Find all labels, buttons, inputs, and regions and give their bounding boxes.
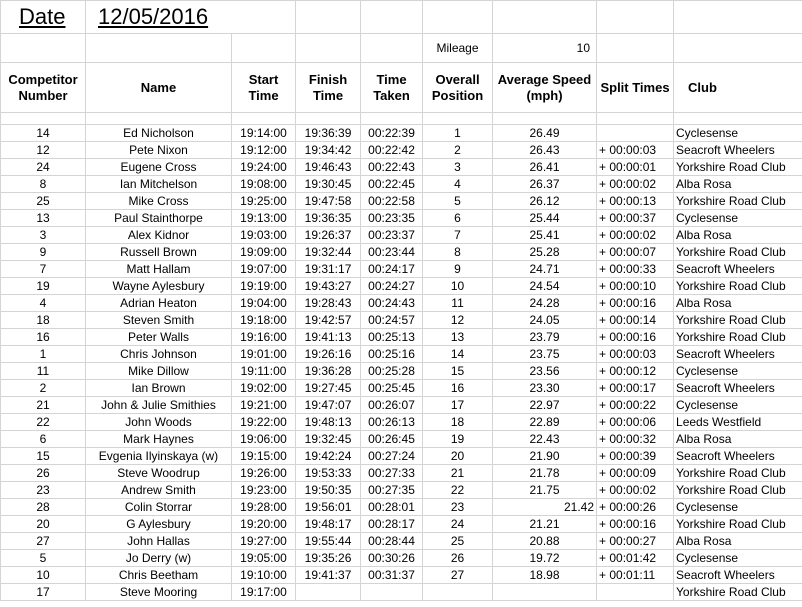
position-cell[interactable]: 9 [423, 261, 493, 278]
split-time-cell[interactable]: + 00:00:06 [597, 414, 674, 431]
finish-time-cell[interactable]: 19:43:27 [296, 278, 361, 295]
start-time-cell[interactable]: 19:14:00 [232, 125, 296, 142]
time-taken-cell[interactable]: 00:31:37 [361, 567, 423, 584]
table-row [1, 244, 802, 261]
average-speed-cell[interactable]: 21.42 [493, 499, 597, 516]
name-cell[interactable]: Colin Storrar [86, 499, 232, 516]
time-taken-cell[interactable]: 00:25:13 [361, 329, 423, 346]
position-cell[interactable]: 20 [423, 448, 493, 465]
table-row [1, 125, 802, 142]
table-row [1, 346, 802, 363]
split-time-cell[interactable]: + 00:00:39 [597, 448, 674, 465]
spacer-row [1, 113, 802, 125]
header-start-time[interactable]: Start Time [232, 63, 296, 113]
start-time-cell[interactable]: 19:09:00 [232, 244, 296, 261]
name-cell[interactable]: Steve Woodrup [86, 465, 232, 482]
date-label[interactable]: Date [1, 1, 86, 34]
start-time-cell[interactable]: 19:08:00 [232, 176, 296, 193]
column-header-row [1, 63, 802, 113]
header-competitor-number[interactable]: Competitor Number [1, 63, 86, 113]
header-split-times[interactable]: Split Times [597, 63, 674, 113]
position-cell[interactable]: 27 [423, 567, 493, 584]
time-taken-cell[interactable]: 00:24:27 [361, 278, 423, 295]
split-time-cell[interactable]: + 00:00:07 [597, 244, 674, 261]
date-value[interactable]: 12/05/2016 [86, 1, 296, 34]
average-speed-cell[interactable]: 23.56 [493, 363, 597, 380]
finish-time-cell[interactable]: 19:36:39 [296, 125, 361, 142]
table-row [1, 533, 802, 550]
name-cell[interactable]: Steve Mooring [86, 584, 232, 601]
start-time-cell[interactable]: 19:03:00 [232, 227, 296, 244]
position-cell[interactable]: 8 [423, 244, 493, 261]
competitor-number-cell[interactable]: 17 [1, 584, 86, 601]
finish-time-cell[interactable]: 19:56:01 [296, 499, 361, 516]
position-cell[interactable]: 15 [423, 363, 493, 380]
competitor-number-cell[interactable]: 21 [1, 397, 86, 414]
finish-time-cell[interactable]: 19:36:35 [296, 210, 361, 227]
start-time-cell[interactable]: 19:12:00 [232, 142, 296, 159]
competitor-number-cell[interactable]: 18 [1, 312, 86, 329]
club-cell[interactable]: Alba Rosa [674, 227, 802, 244]
time-taken-cell[interactable]: 00:22:43 [361, 159, 423, 176]
date-row [1, 1, 802, 34]
competitor-number-cell[interactable]: 14 [1, 125, 86, 142]
finish-time-cell[interactable]: 19:47:07 [296, 397, 361, 414]
competitor-number-cell[interactable]: 11 [1, 363, 86, 380]
name-cell[interactable]: Peter Walls [86, 329, 232, 346]
position-cell[interactable]: 14 [423, 346, 493, 363]
position-cell[interactable]: 23 [423, 499, 493, 516]
competitor-number-cell[interactable]: 27 [1, 533, 86, 550]
club-cell[interactable]: Yorkshire Road Club [674, 278, 802, 295]
name-cell[interactable]: Wayne Aylesbury [86, 278, 232, 295]
competitor-number-cell[interactable]: 23 [1, 482, 86, 499]
table-row [1, 227, 802, 244]
competitor-number-cell[interactable]: 4 [1, 295, 86, 312]
split-time-cell[interactable]: + 00:00:02 [597, 176, 674, 193]
finish-time-cell[interactable]: 19:41:13 [296, 329, 361, 346]
split-time-cell[interactable] [597, 125, 674, 142]
average-speed-cell[interactable]: 25.28 [493, 244, 597, 261]
start-time-cell[interactable]: 19:02:00 [232, 380, 296, 397]
name-cell[interactable]: Jo Derry (w) [86, 550, 232, 567]
start-time-cell[interactable]: 19:21:00 [232, 397, 296, 414]
time-taken-cell[interactable] [361, 584, 423, 601]
club-cell[interactable]: Cyclesense [674, 363, 802, 380]
average-speed-cell[interactable]: 23.79 [493, 329, 597, 346]
finish-time-cell[interactable]: 19:35:26 [296, 550, 361, 567]
finish-time-cell[interactable]: 19:31:17 [296, 261, 361, 278]
time-taken-cell[interactable]: 00:25:28 [361, 363, 423, 380]
average-speed-cell[interactable]: 21.21 [493, 516, 597, 533]
table-row [1, 210, 802, 227]
start-time-cell[interactable]: 19:13:00 [232, 210, 296, 227]
position-cell[interactable]: 19 [423, 431, 493, 448]
split-time-cell[interactable]: + 00:00:03 [597, 346, 674, 363]
club-cell[interactable]: Cyclesense [674, 125, 802, 142]
time-taken-cell[interactable]: 00:22:42 [361, 142, 423, 159]
finish-time-cell[interactable]: 19:47:58 [296, 193, 361, 210]
average-speed-cell[interactable] [493, 584, 597, 601]
split-time-cell[interactable]: + 00:00:01 [597, 159, 674, 176]
competitor-number-cell[interactable]: 24 [1, 159, 86, 176]
start-time-cell[interactable]: 19:26:00 [232, 465, 296, 482]
club-cell[interactable]: Yorkshire Road Club [674, 465, 802, 482]
time-taken-cell[interactable]: 00:28:17 [361, 516, 423, 533]
position-cell[interactable]: 10 [423, 278, 493, 295]
name-cell[interactable]: Ian Mitchelson [86, 176, 232, 193]
name-cell[interactable]: John & Julie Smithies [86, 397, 232, 414]
time-taken-cell[interactable]: 00:24:57 [361, 312, 423, 329]
position-cell[interactable] [423, 584, 493, 601]
position-cell[interactable]: 25 [423, 533, 493, 550]
split-time-cell[interactable]: + 00:00:16 [597, 516, 674, 533]
table-row [1, 380, 802, 397]
finish-time-cell[interactable]: 19:27:45 [296, 380, 361, 397]
time-taken-cell[interactable]: 00:28:44 [361, 533, 423, 550]
time-taken-cell[interactable]: 00:24:17 [361, 261, 423, 278]
table-row [1, 482, 802, 499]
mileage-label[interactable]: Mileage [423, 34, 493, 63]
finish-time-cell[interactable]: 19:36:28 [296, 363, 361, 380]
start-time-cell[interactable]: 19:07:00 [232, 261, 296, 278]
average-speed-cell[interactable]: 26.43 [493, 142, 597, 159]
table-row [1, 550, 802, 567]
split-time-cell[interactable]: + 00:00:32 [597, 431, 674, 448]
finish-time-cell[interactable]: 19:42:24 [296, 448, 361, 465]
table-row [1, 584, 802, 601]
name-cell[interactable]: Matt Hallam [86, 261, 232, 278]
table-row [1, 567, 802, 584]
split-time-cell[interactable]: + 00:00:26 [597, 499, 674, 516]
time-taken-cell[interactable]: 00:22:45 [361, 176, 423, 193]
name-cell[interactable]: Evgenia Ilyinskaya (w) [86, 448, 232, 465]
split-time-cell[interactable]: + 00:00:17 [597, 380, 674, 397]
table-row [1, 329, 802, 346]
club-cell[interactable]: Cyclesense [674, 550, 802, 567]
time-taken-cell[interactable]: 00:27:35 [361, 482, 423, 499]
time-taken-cell[interactable]: 00:24:43 [361, 295, 423, 312]
name-cell[interactable]: Steven Smith [86, 312, 232, 329]
split-time-cell[interactable]: + 00:00:12 [597, 363, 674, 380]
average-speed-cell[interactable]: 21.75 [493, 482, 597, 499]
time-taken-cell[interactable]: 00:26:13 [361, 414, 423, 431]
position-cell[interactable]: 7 [423, 227, 493, 244]
position-cell[interactable]: 5 [423, 193, 493, 210]
club-cell[interactable]: Seacroft Wheelers [674, 261, 802, 278]
competitor-number-cell[interactable]: 12 [1, 142, 86, 159]
competitor-number-cell[interactable]: 2 [1, 380, 86, 397]
club-cell[interactable]: Yorkshire Road Club [674, 482, 802, 499]
finish-time-cell[interactable]: 19:46:43 [296, 159, 361, 176]
average-speed-cell[interactable]: 25.41 [493, 227, 597, 244]
time-taken-cell[interactable]: 00:25:16 [361, 346, 423, 363]
name-cell[interactable]: John Woods [86, 414, 232, 431]
table-row [1, 261, 802, 278]
club-cell[interactable]: Cyclesense [674, 397, 802, 414]
start-time-cell[interactable]: 19:28:00 [232, 499, 296, 516]
name-cell[interactable]: Chris Johnson [86, 346, 232, 363]
club-cell[interactable]: Leeds Westfield [674, 414, 802, 431]
table-row [1, 448, 802, 465]
competitor-number-cell[interactable]: 20 [1, 516, 86, 533]
finish-time-cell[interactable]: 19:53:33 [296, 465, 361, 482]
header-average-speed[interactable]: Average Speed (mph) [493, 63, 597, 113]
competitor-number-cell[interactable]: 15 [1, 448, 86, 465]
split-time-cell[interactable]: + 00:00:16 [597, 295, 674, 312]
competitor-number-cell[interactable]: 22 [1, 414, 86, 431]
club-cell[interactable]: Alba Rosa [674, 431, 802, 448]
finish-time-cell[interactable]: 19:26:16 [296, 346, 361, 363]
position-cell[interactable]: 21 [423, 465, 493, 482]
finish-time-cell[interactable]: 19:28:43 [296, 295, 361, 312]
club-cell[interactable]: Cyclesense [674, 210, 802, 227]
position-cell[interactable]: 6 [423, 210, 493, 227]
average-speed-cell[interactable]: 24.54 [493, 278, 597, 295]
competitor-number-cell[interactable]: 5 [1, 550, 86, 567]
finish-time-cell[interactable]: 19:26:37 [296, 227, 361, 244]
finish-time-cell[interactable]: 19:30:45 [296, 176, 361, 193]
position-cell[interactable]: 17 [423, 397, 493, 414]
club-cell[interactable]: Yorkshire Road Club [674, 312, 802, 329]
average-speed-cell[interactable]: 26.41 [493, 159, 597, 176]
average-speed-cell[interactable]: 23.30 [493, 380, 597, 397]
name-cell[interactable]: Chris Beetham [86, 567, 232, 584]
table-row [1, 176, 802, 193]
time-taken-cell[interactable]: 00:27:33 [361, 465, 423, 482]
split-time-cell[interactable]: + 00:00:22 [597, 397, 674, 414]
club-cell[interactable]: Seacroft Wheelers [674, 448, 802, 465]
average-speed-cell[interactable]: 24.05 [493, 312, 597, 329]
position-cell[interactable]: 13 [423, 329, 493, 346]
average-speed-cell[interactable]: 21.78 [493, 465, 597, 482]
start-time-cell[interactable]: 19:06:00 [232, 431, 296, 448]
split-time-cell[interactable]: + 00:00:13 [597, 193, 674, 210]
header-club[interactable]: Club [674, 63, 802, 113]
header-name[interactable]: Name [86, 63, 232, 113]
competitor-number-cell[interactable]: 10 [1, 567, 86, 584]
split-time-cell[interactable]: + 00:00:14 [597, 312, 674, 329]
average-speed-cell[interactable]: 26.49 [493, 125, 597, 142]
start-time-cell[interactable]: 19:22:00 [232, 414, 296, 431]
finish-time-cell[interactable]: 19:32:44 [296, 244, 361, 261]
club-cell[interactable]: Alba Rosa [674, 176, 802, 193]
club-cell[interactable]: Yorkshire Road Club [674, 159, 802, 176]
competitor-number-cell[interactable]: 8 [1, 176, 86, 193]
start-time-cell[interactable]: 19:01:00 [232, 346, 296, 363]
split-time-cell[interactable]: + 00:00:16 [597, 329, 674, 346]
finish-time-cell[interactable]: 19:48:17 [296, 516, 361, 533]
table-row [1, 159, 802, 176]
average-speed-cell[interactable]: 25.44 [493, 210, 597, 227]
start-time-cell[interactable]: 19:24:00 [232, 159, 296, 176]
mileage-value[interactable]: 10 [493, 34, 597, 63]
average-speed-cell[interactable]: 22.97 [493, 397, 597, 414]
table-row [1, 516, 802, 533]
name-cell[interactable]: Adrian Heaton [86, 295, 232, 312]
start-time-cell[interactable]: 19:11:00 [232, 363, 296, 380]
position-cell[interactable]: 2 [423, 142, 493, 159]
name-cell[interactable]: Paul Stainthorpe [86, 210, 232, 227]
club-cell[interactable]: Yorkshire Road Club [674, 193, 802, 210]
average-speed-cell[interactable]: 22.43 [493, 431, 597, 448]
club-cell[interactable]: Seacroft Wheelers [674, 380, 802, 397]
competitor-number-cell[interactable]: 28 [1, 499, 86, 516]
split-time-cell[interactable]: + 00:00:33 [597, 261, 674, 278]
competitor-number-cell[interactable]: 26 [1, 465, 86, 482]
club-cell[interactable]: Yorkshire Road Club [674, 516, 802, 533]
time-taken-cell[interactable]: 00:30:26 [361, 550, 423, 567]
finish-time-cell[interactable] [296, 584, 361, 601]
position-cell[interactable]: 22 [423, 482, 493, 499]
position-cell[interactable]: 1 [423, 125, 493, 142]
table-row [1, 278, 802, 295]
mileage-row [1, 34, 802, 63]
position-cell[interactable]: 18 [423, 414, 493, 431]
position-cell[interactable]: 12 [423, 312, 493, 329]
start-time-cell[interactable]: 19:17:00 [232, 584, 296, 601]
position-cell[interactable]: 24 [423, 516, 493, 533]
average-speed-cell[interactable]: 22.89 [493, 414, 597, 431]
table-row [1, 465, 802, 482]
start-time-cell[interactable]: 19:10:00 [232, 567, 296, 584]
table-row [1, 431, 802, 448]
split-time-cell[interactable] [597, 584, 674, 601]
name-cell[interactable]: Andrew Smith [86, 482, 232, 499]
name-cell[interactable]: Russell Brown [86, 244, 232, 261]
position-cell[interactable]: 16 [423, 380, 493, 397]
name-cell[interactable]: Mark Haynes [86, 431, 232, 448]
start-time-cell[interactable]: 19:04:00 [232, 295, 296, 312]
start-time-cell[interactable]: 19:18:00 [232, 312, 296, 329]
name-cell[interactable]: Mike Cross [86, 193, 232, 210]
name-cell[interactable]: Ian Brown [86, 380, 232, 397]
table-row [1, 414, 802, 431]
club-cell[interactable]: Seacroft Wheelers [674, 142, 802, 159]
time-taken-cell[interactable]: 00:26:07 [361, 397, 423, 414]
header-finish-time[interactable]: Finish Time [296, 63, 361, 113]
club-cell[interactable]: Cyclesense [674, 499, 802, 516]
start-time-cell[interactable]: 19:16:00 [232, 329, 296, 346]
name-cell[interactable]: John Hallas [86, 533, 232, 550]
start-time-cell[interactable]: 19:20:00 [232, 516, 296, 533]
competitor-number-cell[interactable]: 9 [1, 244, 86, 261]
club-cell[interactable]: Seacroft Wheelers [674, 567, 802, 584]
table-row [1, 397, 802, 414]
name-cell[interactable]: G Aylesbury [86, 516, 232, 533]
split-time-cell[interactable]: + 00:00:10 [597, 278, 674, 295]
average-speed-cell[interactable]: 24.71 [493, 261, 597, 278]
position-cell[interactable]: 4 [423, 176, 493, 193]
finish-time-cell[interactable]: 19:42:57 [296, 312, 361, 329]
split-time-cell[interactable]: + 00:00:27 [597, 533, 674, 550]
position-cell[interactable]: 3 [423, 159, 493, 176]
start-time-cell[interactable]: 19:19:00 [232, 278, 296, 295]
finish-time-cell[interactable]: 19:48:13 [296, 414, 361, 431]
name-cell[interactable]: Eugene Cross [86, 159, 232, 176]
name-cell[interactable]: Pete Nixon [86, 142, 232, 159]
split-time-cell[interactable]: + 00:00:03 [597, 142, 674, 159]
average-speed-cell[interactable]: 23.75 [493, 346, 597, 363]
table-row [1, 295, 802, 312]
split-time-cell[interactable]: + 00:00:02 [597, 227, 674, 244]
average-speed-cell[interactable]: 20.88 [493, 533, 597, 550]
split-time-cell[interactable]: + 00:00:09 [597, 465, 674, 482]
split-time-cell[interactable]: + 00:00:37 [597, 210, 674, 227]
start-time-cell[interactable]: 19:15:00 [232, 448, 296, 465]
split-time-cell[interactable]: + 00:01:11 [597, 567, 674, 584]
time-taken-cell[interactable]: 00:22:58 [361, 193, 423, 210]
table-row [1, 193, 802, 210]
average-speed-cell[interactable]: 26.12 [493, 193, 597, 210]
time-taken-cell[interactable]: 00:23:35 [361, 210, 423, 227]
name-cell[interactable]: Mike Dillow [86, 363, 232, 380]
finish-time-cell[interactable]: 19:34:42 [296, 142, 361, 159]
average-speed-cell[interactable]: 18.98 [493, 567, 597, 584]
table-row [1, 142, 802, 159]
header-overall-position[interactable]: Overall Position [423, 63, 493, 113]
competitor-number-cell[interactable]: 13 [1, 210, 86, 227]
table-row [1, 363, 802, 380]
competitor-number-cell[interactable]: 7 [1, 261, 86, 278]
average-speed-cell[interactable]: 24.28 [493, 295, 597, 312]
position-cell[interactable]: 11 [423, 295, 493, 312]
competitor-number-cell[interactable]: 19 [1, 278, 86, 295]
competitor-number-cell[interactable]: 25 [1, 193, 86, 210]
start-time-cell[interactable]: 19:27:00 [232, 533, 296, 550]
competitor-number-cell[interactable]: 16 [1, 329, 86, 346]
finish-time-cell[interactable]: 19:55:44 [296, 533, 361, 550]
time-taken-cell[interactable]: 00:23:37 [361, 227, 423, 244]
start-time-cell[interactable]: 19:25:00 [232, 193, 296, 210]
club-cell[interactable]: Yorkshire Road Club [674, 329, 802, 346]
finish-time-cell[interactable]: 19:41:37 [296, 567, 361, 584]
table-row [1, 499, 802, 516]
time-taken-cell[interactable]: 00:27:24 [361, 448, 423, 465]
finish-time-cell[interactable]: 19:32:45 [296, 431, 361, 448]
competitor-number-cell[interactable]: 3 [1, 227, 86, 244]
competitor-number-cell[interactable]: 6 [1, 431, 86, 448]
average-speed-cell[interactable]: 19.72 [493, 550, 597, 567]
table-row [1, 312, 802, 329]
time-taken-cell[interactable]: 00:28:01 [361, 499, 423, 516]
average-speed-cell[interactable]: 26.37 [493, 176, 597, 193]
club-cell[interactable]: Alba Rosa [674, 295, 802, 312]
position-cell[interactable]: 26 [423, 550, 493, 567]
header-time-taken[interactable]: Time Taken [361, 63, 423, 113]
competitor-number-cell[interactable]: 1 [1, 346, 86, 363]
average-speed-cell[interactable]: 21.90 [493, 448, 597, 465]
name-cell[interactable]: Alex Kidnor [86, 227, 232, 244]
club-cell[interactable]: Yorkshire Road Club [674, 584, 802, 601]
time-taken-cell[interactable]: 00:22:39 [361, 125, 423, 142]
name-cell[interactable]: Ed Nicholson [86, 125, 232, 142]
time-taken-cell[interactable]: 00:23:44 [361, 244, 423, 261]
time-taken-cell[interactable]: 00:25:45 [361, 380, 423, 397]
club-cell[interactable]: Seacroft Wheelers [674, 346, 802, 363]
split-time-cell[interactable]: + 00:01:42 [597, 550, 674, 567]
club-cell[interactable]: Alba Rosa [674, 533, 802, 550]
start-time-cell[interactable]: 19:23:00 [232, 482, 296, 499]
split-time-cell[interactable]: + 00:00:02 [597, 482, 674, 499]
finish-time-cell[interactable]: 19:50:35 [296, 482, 361, 499]
start-time-cell[interactable]: 19:05:00 [232, 550, 296, 567]
time-taken-cell[interactable]: 00:26:45 [361, 431, 423, 448]
club-cell[interactable]: Yorkshire Road Club [674, 244, 802, 261]
